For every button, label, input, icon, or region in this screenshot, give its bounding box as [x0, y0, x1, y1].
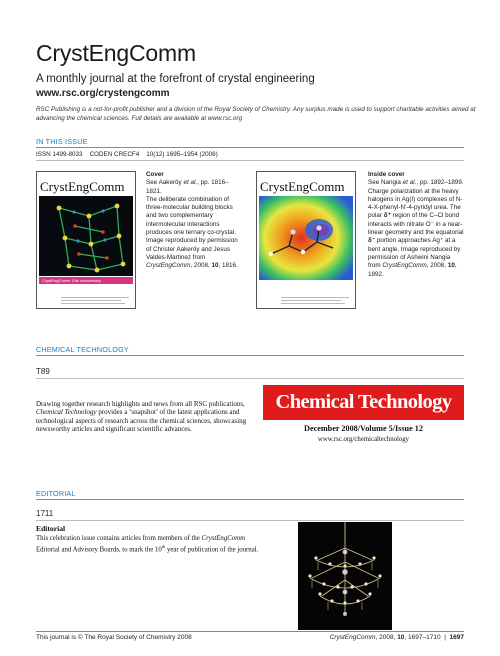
- chemical-technology-banner[interactable]: Chemical Technology: [263, 385, 464, 420]
- crystal-lattice-artwork: [39, 196, 133, 276]
- section-rule: [36, 160, 464, 161]
- cover-reference[interactable]: See Aakeröy et al., pp. 1816–1821.: [146, 179, 229, 195]
- publisher-disclaimer: RSC Publishing is a not-for-profit publisher and a division of the Royal Society of Chemistry. Any surplus made is used to support charitable activities aimed at advancing the chemical sciences. Full details are available at www.rsc.org: [36, 106, 476, 122]
- issn-line: [36, 151, 218, 158]
- section-heading-chemical-technology: CHEMICAL TECHNOLOGY: [36, 345, 129, 354]
- chandelier-image: [298, 522, 392, 630]
- inside-cover-contents-panel: [259, 294, 353, 306]
- coden: CODEN CRECF4: [89, 151, 140, 158]
- section-rule: [36, 355, 464, 356]
- cover-image-title: CrystEngComm: [40, 179, 125, 194]
- inside-cover-image-title: CrystEngComm: [260, 179, 345, 194]
- inside-cover-label: Inside cover: [368, 171, 405, 178]
- journal-url[interactable]: www.rsc.org/crystengcomm: [36, 88, 170, 99]
- chemical-technology-issue: December 2008/Volume 5/Issue 12: [304, 424, 423, 433]
- editorial-page-ref[interactable]: 1711: [36, 509, 54, 518]
- chemical-technology-url[interactable]: www.rsc.org/chemicaltechnology: [317, 436, 410, 443]
- inside-cover-reference[interactable]: See Nangia et al., pp. 1892–1899.: [368, 179, 464, 187]
- cover-label: Cover: [146, 171, 164, 178]
- chemical-technology-page-ref[interactable]: T89: [36, 367, 50, 376]
- page-number: 1697: [449, 634, 464, 641]
- inside-cover-image[interactable]: [256, 171, 356, 309]
- journal-title: CrystEngComm: [36, 40, 196, 66]
- cover-caption: The deliberate combination of three-molecular building blocks and two complementary intermolecular interactions produces one ternary co-crystal. Image reproduced by permission of Christer Aakeröy and Jesus Valdes-Martinez from: [146, 195, 238, 261]
- issn: ISSN 1499-8033: [36, 151, 83, 158]
- editorial-description: This celebration issue contains articles from members of the CrystEngComm Editorial and Advisory Boards, to mark the 10th year of publication of the journal.: [36, 535, 259, 554]
- inside-cover-description: [368, 171, 464, 279]
- footer-rule: [36, 631, 464, 632]
- cover-description: Cover See Aakeröy et al., pp. 1816–1821. The deliberate combination of three-molecular building blocks and two complementary intermolecular interactions produces one ternary co-crystal. Image reproduced by permission of Christer Aakeröy and Jesus Valdes-Martinez from CrystEngComm, 2008, 10, 1816.: [146, 171, 242, 271]
- footer-separator: |: [444, 634, 446, 641]
- cover-anniversary-band: CrystEngComm 10th anniversary: [39, 277, 133, 284]
- journal-tagline: A monthly journal at the forefront of crystal engineering: [36, 73, 315, 85]
- chemical-technology-description: Drawing together research highlights and news from all RSC publications, Chemical Technology provides a ‘snapshot’ of the latest applications and technological aspects of research across the chemical sciences, showcasing newsworthy articles and significant scientific advances.: [36, 400, 247, 434]
- cover-image[interactable]: [36, 171, 136, 309]
- footer-copyright: This journal is © The Royal Society of Chemistry 2008: [36, 634, 192, 641]
- chandelier-artwork: [298, 522, 392, 630]
- section-rule: [36, 520, 464, 521]
- section-rule: [36, 147, 464, 148]
- charge-density-artwork: [259, 196, 353, 280]
- volume-pages: 10(12) 1695–1954 (2008): [146, 151, 218, 158]
- section-heading-in-this-issue: IN THIS ISSUE: [36, 137, 88, 146]
- inside-cover-caption: Charge polarization at the heavy halogens in Ag(I) complexes of N-4-X-phenyl-N′-4-pyridyl urea. The polar δ⁺ region of the C–Cl bond interacts with nitrate O⁻ in a near-linear geometry and the equatorial δ⁻ portion approaches Ag⁺ at a bent angle. Image reproduced by permission of Ashwini Nangia from CrystEngComm, 2008, 10, 1892.: [368, 187, 464, 278]
- footer-citation: CrystEngComm, 2008, 10, 1697–1710 | 1697: [329, 634, 464, 641]
- section-rule: [36, 378, 464, 379]
- cover-contents-panel: [39, 294, 133, 306]
- editorial-title[interactable]: Editorial: [36, 524, 66, 533]
- section-rule: [36, 499, 464, 500]
- section-heading-editorial: EDITORIAL: [36, 489, 76, 498]
